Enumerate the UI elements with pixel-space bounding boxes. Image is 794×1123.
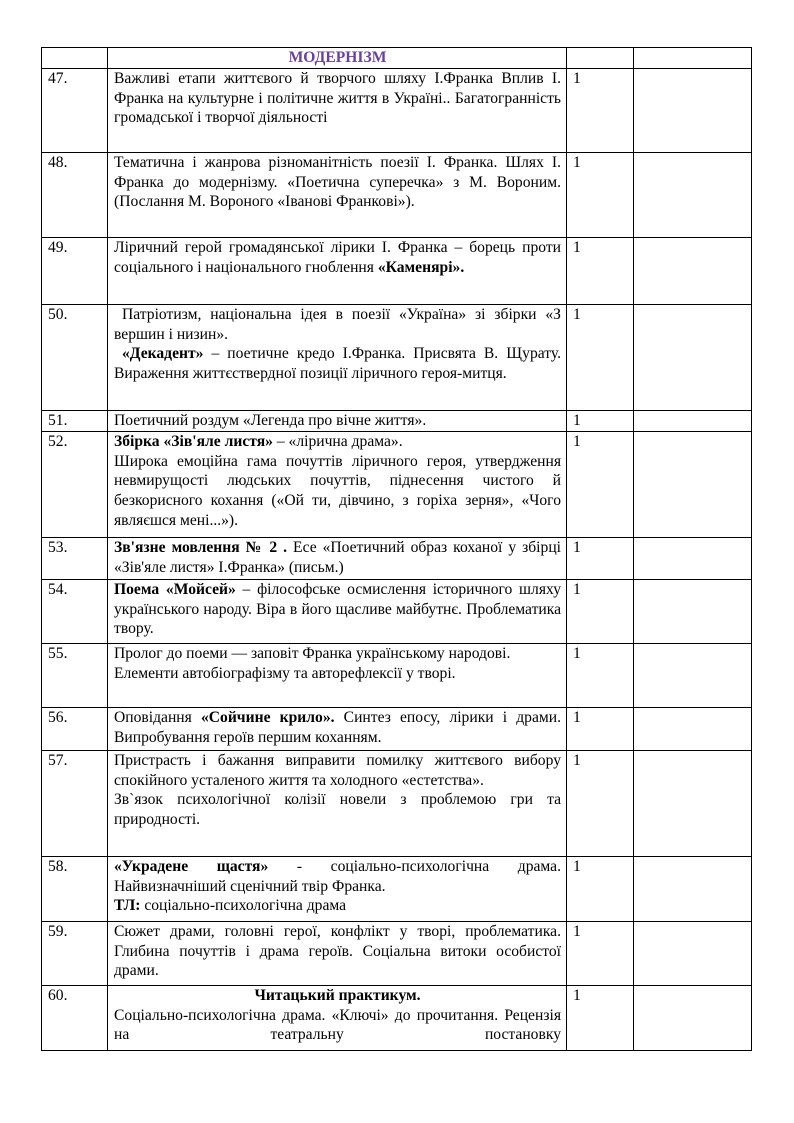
note-cell: [634, 580, 752, 644]
topic-text: [114, 857, 561, 896]
note-cell: [634, 644, 752, 708]
topic-text: [114, 538, 561, 577]
lesson-number: 55.: [42, 644, 108, 708]
table-row: [42, 238, 752, 305]
hours-count: 1: [567, 238, 634, 305]
table-row: [42, 644, 752, 708]
note-cell: [634, 708, 752, 751]
note-cell: [634, 432, 752, 538]
table-row: [42, 538, 752, 580]
work-title: Збірка «Зів'яле листя»: [114, 433, 273, 450]
lesson-number: 58.: [42, 857, 108, 922]
table-row: [42, 708, 752, 751]
topic-text-part: – філософське осмислення історичного шляху українського народу. Віра в його щасливе майбутнє. Проблематика твору.: [114, 581, 562, 638]
lesson-topic: [108, 708, 567, 751]
work-title: «Каменярі».: [377, 258, 465, 276]
topic-text: Широка емоційна гама почуттів ліричного героя, утвердження невмирущості людських почуттів, піднесення чистого й безкорисного кохання («Ой ти, дівчино, з горіха зерня», «Чого являєшся мені...»).: [114, 452, 561, 529]
table-cell: [634, 48, 752, 69]
lesson-number: 52.: [42, 432, 108, 538]
topic-text: [114, 580, 561, 639]
term-label: ТЛ:: [114, 897, 141, 915]
section-title: МОДЕРНІЗМ: [108, 48, 567, 69]
lesson-number: 48.: [42, 153, 108, 238]
topic-text-part: соціально-психологічна драма: [140, 897, 347, 915]
lesson-topic: [108, 411, 567, 432]
table-row: [42, 153, 752, 238]
lesson-number: 51.: [42, 411, 108, 432]
lesson-topic: [108, 153, 567, 238]
document-page: [41, 47, 751, 1051]
topic-text: Пролог до поеми — заповіт Франка українському народові.: [114, 645, 511, 662]
topic-text: Пристрасть і бажання виправити помилку життєвого вибору спокійного усталеного життя та холодного «естетства».: [114, 752, 561, 789]
hours-count: 1: [567, 69, 634, 153]
topic-text: Соціально-психологічна драма. «Ключі» до прочитання. Рецензія на театральну постановку: [114, 1006, 561, 1044]
lesson-number: 50.: [42, 305, 108, 411]
hours-count: 1: [567, 986, 634, 1051]
note-cell: [634, 538, 752, 580]
lesson-topic: [108, 922, 567, 986]
note-cell: [634, 857, 752, 922]
table-row: [42, 580, 752, 644]
hours-count: 1: [567, 580, 634, 644]
table-row: [42, 432, 752, 538]
table-row: [42, 751, 752, 857]
topic-text: Поетичний роздум «Легенда про вічне життя».: [114, 412, 427, 429]
lesson-topic: [108, 986, 567, 1051]
note-cell: [634, 411, 752, 432]
topic-text: Елементи автобіографізму та авторефлексії у творі.: [114, 664, 456, 682]
topic-text: Зв`язок психологічної колізії новели з проблемою гри та природності.: [114, 791, 561, 829]
hours-count: 1: [567, 644, 634, 708]
work-title: «Украдене щастя»: [114, 858, 269, 875]
hours-count: 1: [567, 922, 634, 986]
lesson-number: 47.: [42, 69, 108, 153]
work-title: Зв'язне мовлення № 2 .: [114, 539, 288, 556]
lesson-number: 56.: [42, 708, 108, 751]
lesson-number: 59.: [42, 922, 108, 986]
note-cell: [634, 922, 752, 986]
lesson-topic: [108, 644, 567, 708]
topic-text: [114, 344, 561, 383]
hours-count: 1: [567, 708, 634, 751]
topic-text-part: - соціально-психологічна драма. Найвизначніший сценічний твір Франка.: [114, 858, 561, 895]
note-cell: [634, 751, 752, 857]
lesson-plan-table: [41, 47, 752, 1051]
hours-count: 1: [567, 538, 634, 580]
lesson-topic: [108, 538, 567, 580]
hours-count: 1: [567, 411, 634, 432]
topic-text: Сюжет драми, головні герої, конфлікт у творі, проблематика. Глибина почуттів і драма героїв. Соціальна витоки особистої драми.: [114, 923, 561, 980]
lesson-number: 57.: [42, 751, 108, 857]
lesson-number: 53.: [42, 538, 108, 580]
table-cell: [567, 48, 634, 69]
topic-text: Патріотизм, національна ідея в поезії «Україна» зі збірки «З вершин і низин».: [114, 306, 561, 343]
work-title: Поема «Мойсей»: [114, 581, 236, 598]
lesson-topic: [108, 432, 567, 538]
lesson-number: 60.: [42, 986, 108, 1051]
table-row: [42, 69, 752, 153]
table-row: [42, 986, 752, 1051]
lesson-topic: [108, 580, 567, 644]
topic-text: [114, 238, 561, 277]
hours-count: 1: [567, 305, 634, 411]
topic-text: [114, 708, 561, 747]
table-row: [42, 411, 752, 432]
section-header-row: [42, 48, 752, 69]
lesson-topic: [108, 751, 567, 857]
work-title: «Декадент»: [122, 345, 204, 363]
topic-text: [114, 432, 561, 452]
note-cell: [634, 153, 752, 238]
lesson-number: 49.: [42, 238, 108, 305]
hours-count: 1: [567, 857, 634, 922]
table-row: [42, 305, 752, 411]
topic-text-part: Синтез епосу, лірики і драми. Випробування героїв першим коханням.: [114, 709, 562, 746]
table-row: [42, 922, 752, 986]
topic-text-part: Ліричний герой громадянської лірики І. Франка – борець проти соціального і національного гноблення: [114, 239, 561, 276]
hours-count: 1: [567, 432, 634, 538]
lesson-topic: [108, 238, 567, 305]
table-cell: [42, 48, 108, 69]
note-cell: [634, 238, 752, 305]
note-cell: [634, 986, 752, 1051]
note-cell: [634, 69, 752, 153]
topic-text: Тематична і жанрова різноманітність поезії І. Франка. Шлях І. Франка до модернізму. «Поетична суперечка» з М. Вороним. (Послання М. Вороного «Іванові Франкові»).: [114, 154, 561, 211]
table-row: [42, 857, 752, 922]
lesson-topic: [108, 857, 567, 922]
topic-text-part: – поетичне кредо І.Франка. Присвята В. Щурату. Вираження життєствердної позиції ліричного героя-митця.: [114, 345, 561, 383]
topic-text-part: Есе «Поетичний образ коханої у збірці «Зів'яле листя» І.Франка» (письм.): [114, 539, 561, 576]
topic-text-part: Оповідання: [114, 709, 201, 726]
topic-heading: Читацький практикум.: [254, 987, 421, 1004]
note-cell: [634, 305, 752, 411]
lesson-topic: [108, 69, 567, 153]
topic-text-part: – «лірична драма».: [272, 433, 403, 450]
work-title: «Сойчине крило».: [200, 709, 335, 726]
lesson-number: 54.: [42, 580, 108, 644]
topic-text: [114, 896, 561, 916]
hours-count: 1: [567, 751, 634, 857]
lesson-topic: [108, 305, 567, 411]
hours-count: 1: [567, 153, 634, 238]
topic-text: Важливі етапи життєвого й творчого шляху І.Франка Вплив І. Франка на культурне і політичне життя в Україні.. Багатогранність громадської і творчої діяльності: [114, 70, 561, 127]
